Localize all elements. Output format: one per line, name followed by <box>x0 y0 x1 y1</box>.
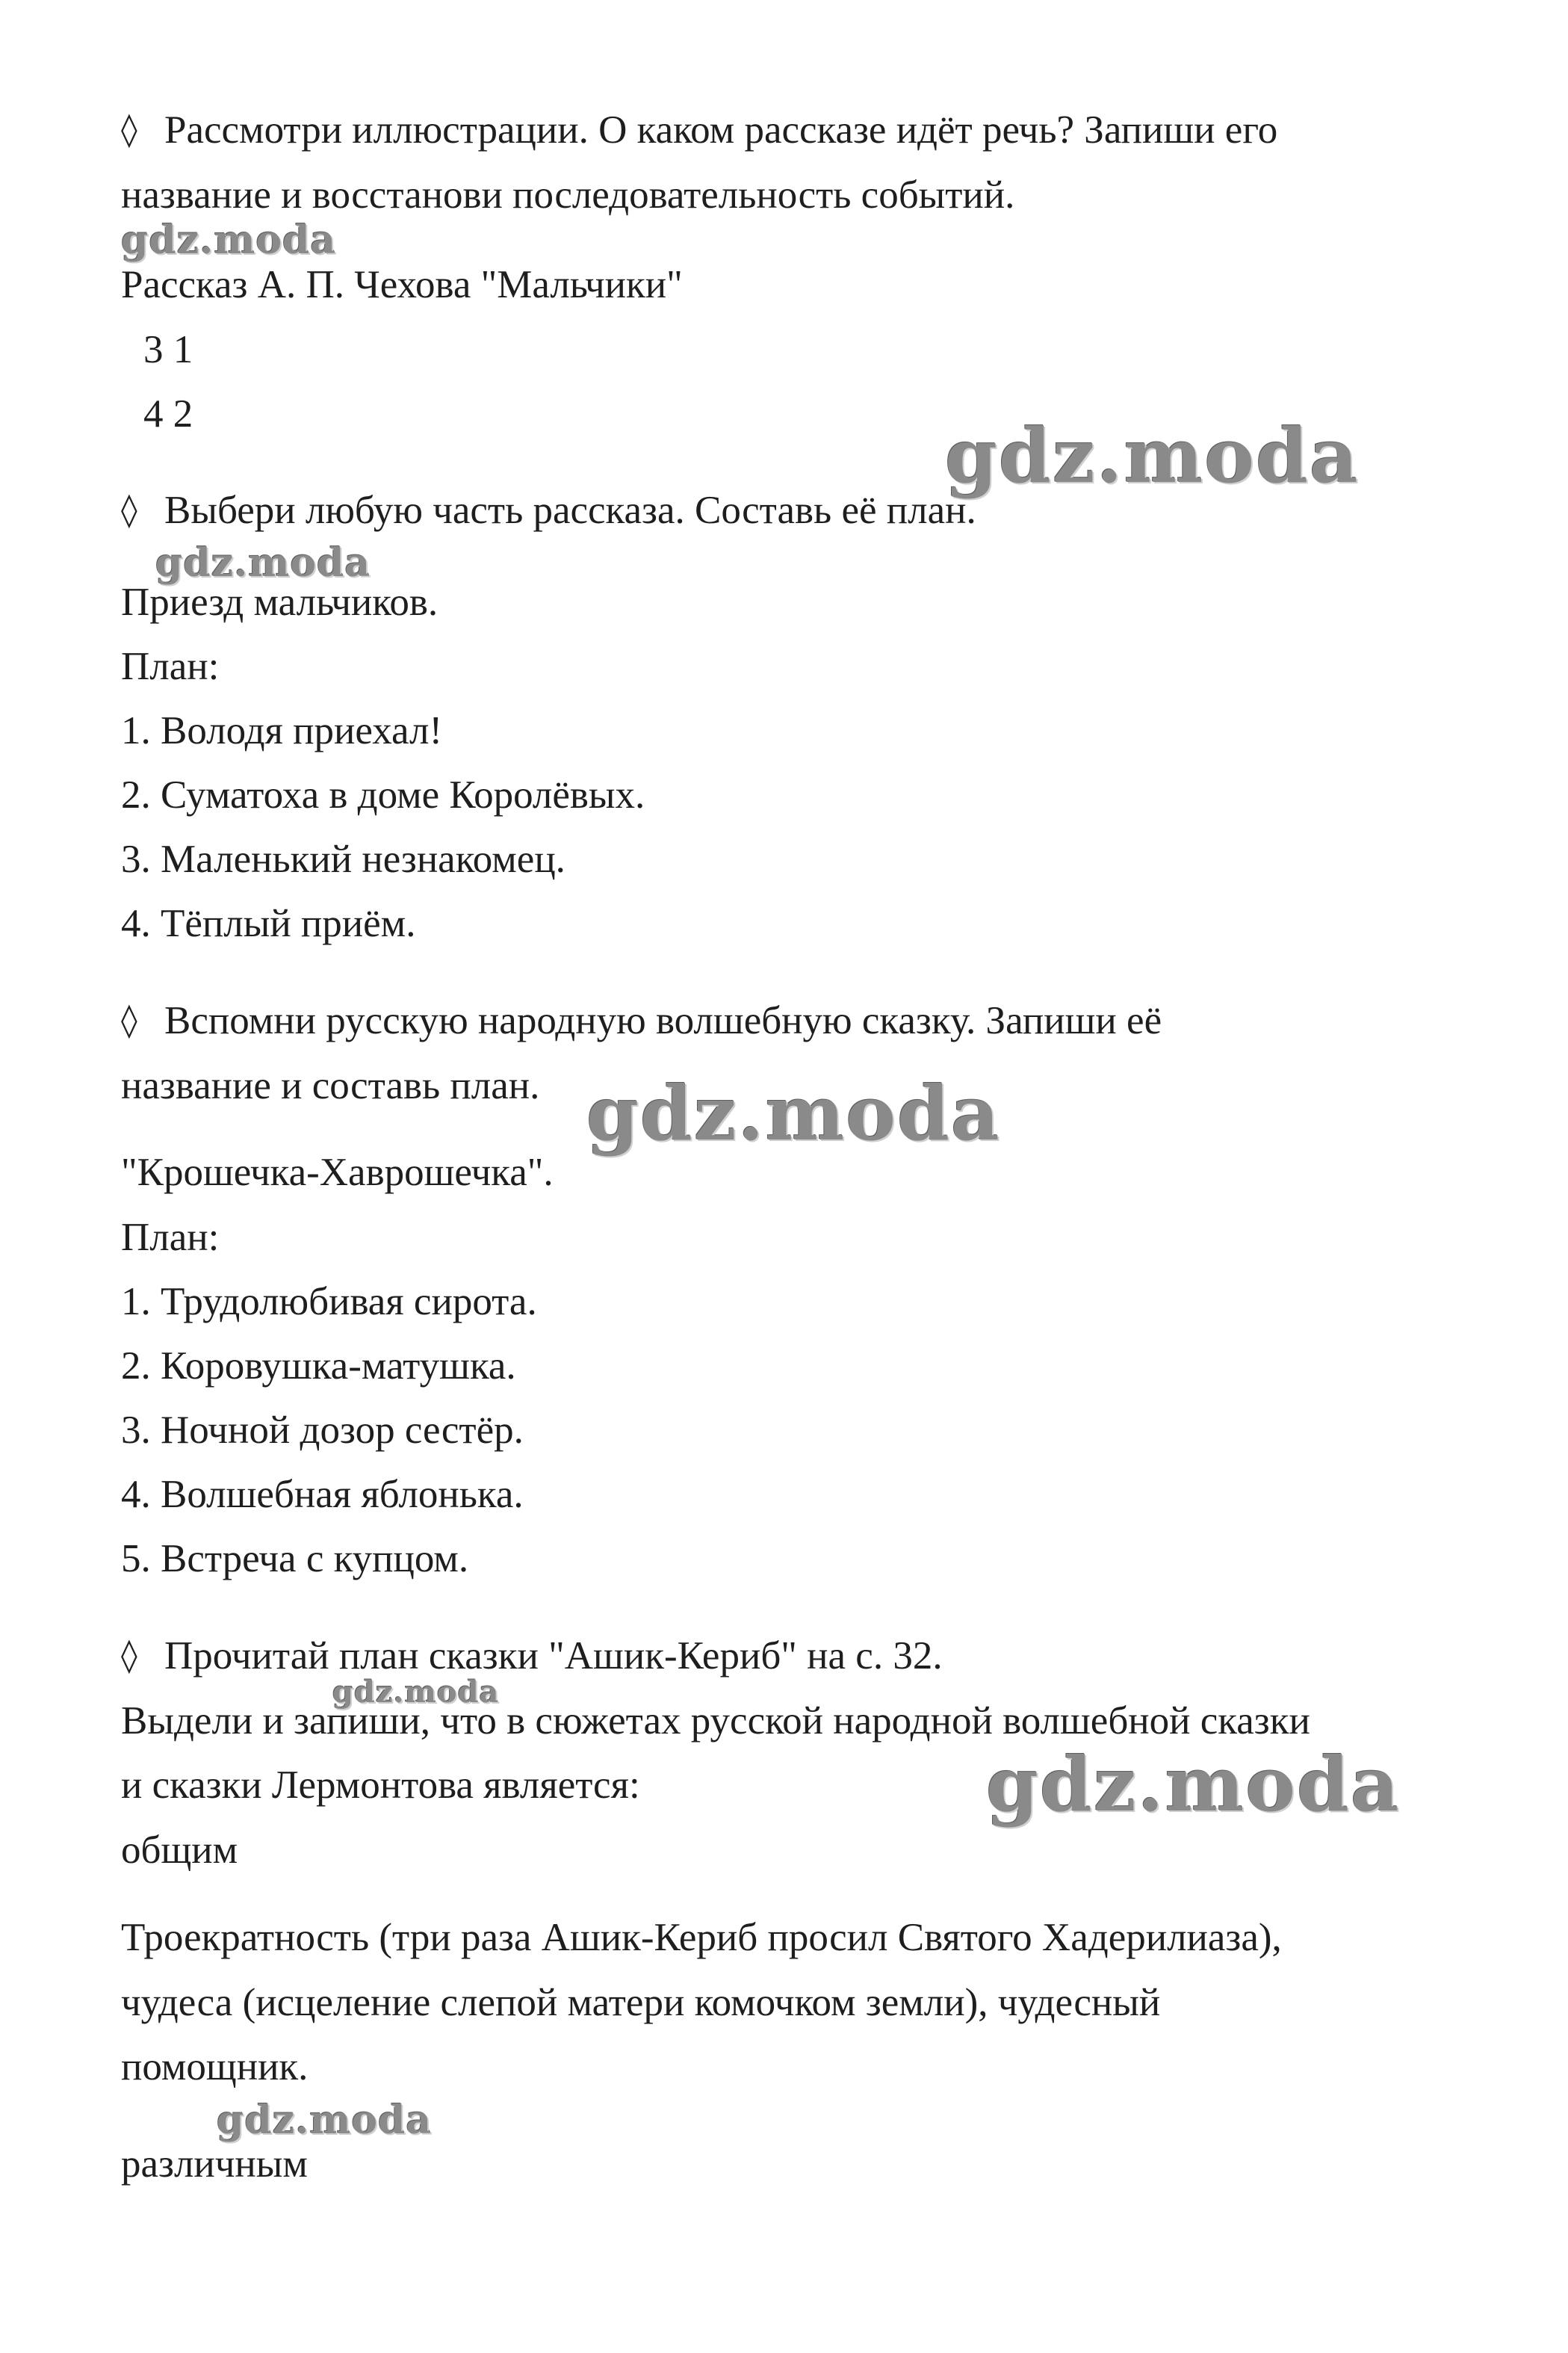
task1-question-line2: название и восстанови последовательность событий. <box>121 173 1015 217</box>
watermark-logo: gdz.moda <box>586 1069 1001 1157</box>
task4-common-text-line: чудеса (исцеление слепой матери комочком земли), чудесный <box>121 1981 1161 2024</box>
task4-question-line2: Выдели и запиши, что в сюжетах русской народной волшебной сказки <box>121 1699 1310 1743</box>
task4-question-line3: и сказки Лермонтова является: <box>121 1763 640 1807</box>
task1-order-row1: 3 1 <box>143 328 193 371</box>
diamond-bullet-icon: ◊ <box>121 491 137 529</box>
watermark-logo: gdz.moda <box>217 2097 433 2143</box>
watermark-logo: gdz.moda <box>945 412 1360 500</box>
task2-plan-item: 3. Маленький незнакомец. <box>121 838 565 881</box>
task2-plan-item: 4. Тёплый приём. <box>121 902 416 945</box>
task2-plan-item: 2. Суматоха в доме Королёвых. <box>121 773 645 817</box>
task4-different-label: различным <box>121 2142 308 2186</box>
task3-plan-label: План: <box>121 1216 220 1259</box>
watermark-logo: gdz.moda <box>986 1740 1401 1828</box>
task2-title: Приезд мальчиков. <box>121 581 439 624</box>
task2-question: ◊ Выбери любую часть рассказа. Составь её план. <box>121 489 976 532</box>
task2-plan-label: План: <box>121 645 220 688</box>
task3-plan-item: 4. Волшебная яблонька. <box>121 1473 524 1516</box>
task2-plan-item: 1. Володя приехал! <box>121 709 443 752</box>
watermark-logo: gdz.moda <box>121 217 337 263</box>
task3-plan-item: 3. Ночной дозор сестёр. <box>121 1409 524 1452</box>
task3-plan-item: 2. Коровушка-матушка. <box>121 1344 516 1388</box>
task3-title: "Крошечка-Хаврошечка". <box>121 1151 554 1194</box>
task1-order-row2: 4 2 <box>143 392 193 436</box>
task4-common-text-line: Троекратность (три раза Ашик-Кериб просил Святого Хадерилиаза), <box>121 1916 1282 1959</box>
task3-question-line2: название и составь план. <box>121 1064 540 1107</box>
diamond-bullet-icon: ◊ <box>121 1636 137 1675</box>
task3-plan-item: 1. Трудолюбивая сирота. <box>121 1280 537 1323</box>
diamond-bullet-icon: ◊ <box>121 1001 137 1039</box>
task4-question-line1: ◊ Прочитай план сказки "Ашик-Кериб" на с. 32. <box>121 1634 943 1678</box>
task1-answer: Рассказ А. П. Чехова "Мальчики" <box>121 263 683 306</box>
task4-common-label: общим <box>121 1828 238 1872</box>
watermark-logo: gdz.moda <box>155 540 371 586</box>
watermark-logo: gdz.moda <box>332 1675 500 1710</box>
task3-question-line1: ◊ Вспомни русскую народную волшебную сказку. Запиши её <box>121 999 1162 1042</box>
task4-common-text-line: помощник. <box>121 2045 309 2088</box>
diamond-bullet-icon: ◊ <box>121 111 137 149</box>
task1-question-line1: ◊ Рассмотри иллюстрации. О каком рассказе идёт речь? Запиши его <box>121 108 1278 152</box>
task3-plan-item: 5. Встреча с купцом. <box>121 1537 469 1580</box>
